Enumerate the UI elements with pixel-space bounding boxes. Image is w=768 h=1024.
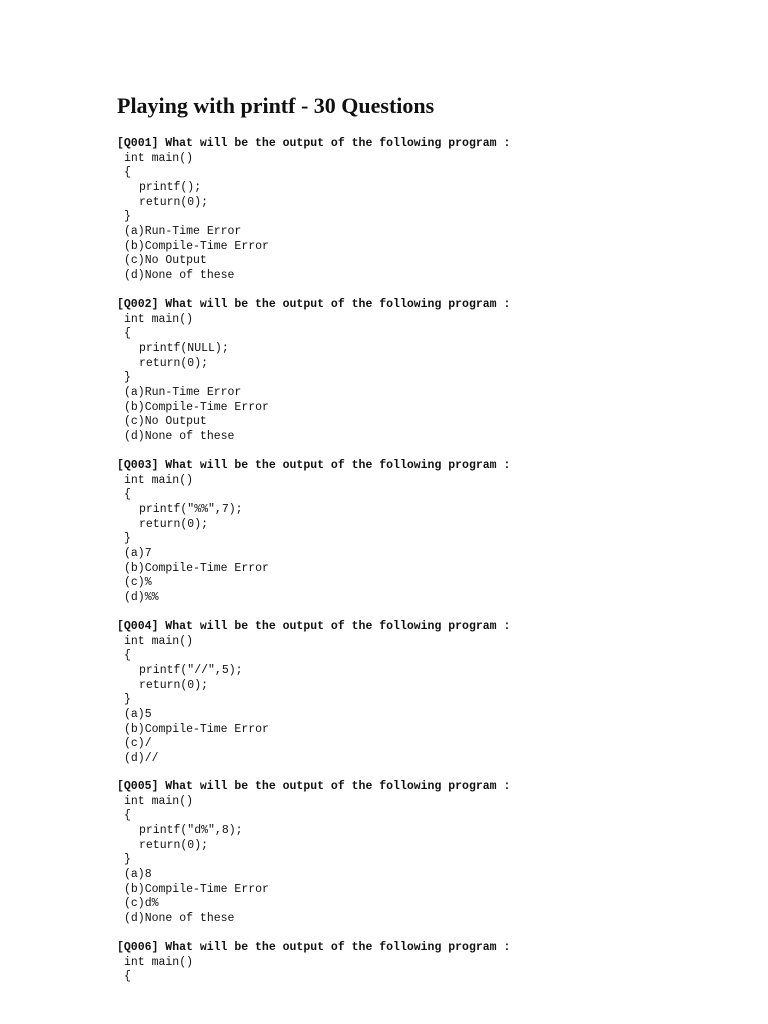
code-line: int main()	[124, 313, 194, 326]
answer-option: (a)Run-Time Error	[124, 225, 242, 238]
question-heading: [Q003] What will be the output of the following program :	[117, 459, 511, 472]
answer-option: (d)None of these	[124, 269, 235, 282]
answer-option: (b)Compile-Time Error	[124, 723, 269, 736]
page-title: Playing with printf - 30 Questions	[117, 93, 435, 118]
answer-option: (d)//	[124, 752, 159, 765]
answer-option: (b)Compile-Time Error	[124, 562, 269, 575]
code-line: printf();	[139, 181, 202, 194]
answer-option: (a)Run-Time Error	[124, 386, 242, 399]
code-line: {	[124, 809, 131, 822]
answer-option: (b)Compile-Time Error	[124, 883, 269, 896]
code-line: {	[124, 488, 131, 501]
code-line: int main()	[124, 152, 194, 165]
answer-option: (c)%	[124, 576, 152, 589]
code-line: return(0);	[139, 839, 209, 852]
code-line: {	[124, 970, 131, 983]
code-line: int main()	[124, 474, 194, 487]
code-line: }	[124, 853, 131, 866]
code-line: }	[124, 532, 131, 545]
code-line: return(0);	[139, 518, 209, 531]
code-line: {	[124, 649, 131, 662]
code-line: {	[124, 166, 131, 179]
code-line: printf(NULL);	[139, 342, 229, 355]
code-line: return(0);	[139, 357, 209, 370]
answer-option: (a)7	[124, 547, 152, 560]
question-heading: [Q002] What will be the output of the following program :	[117, 298, 511, 311]
question-heading: [Q004] What will be the output of the following program :	[117, 620, 511, 633]
question-heading: [Q001] What will be the output of the following program :	[117, 137, 511, 150]
answer-option: (c)d%	[124, 897, 159, 910]
answer-option: (a)8	[124, 868, 152, 881]
code-line: {	[124, 327, 131, 340]
code-line: }	[124, 210, 131, 223]
answer-option: (d)None of these	[124, 430, 235, 443]
code-line: printf("d%",8);	[139, 824, 243, 837]
answer-option: (d)None of these	[124, 912, 235, 925]
question-heading: [Q005] What will be the output of the following program :	[117, 780, 511, 793]
answer-option: (c)No Output	[124, 254, 207, 267]
answer-option: (b)Compile-Time Error	[124, 401, 269, 414]
code-line: printf("//",5);	[139, 664, 243, 677]
code-line: printf("%%",7);	[139, 503, 243, 516]
code-line: return(0);	[139, 679, 209, 692]
answer-option: (d)%%	[124, 591, 159, 604]
question-heading: [Q006] What will be the output of the following program :	[117, 941, 511, 954]
answer-option: (c)No Output	[124, 415, 207, 428]
code-line: }	[124, 371, 131, 384]
answer-option: (a)5	[124, 708, 152, 721]
code-line: return(0);	[139, 196, 209, 209]
answer-option: (b)Compile-Time Error	[124, 240, 269, 253]
code-line: int main()	[124, 795, 194, 808]
code-line: int main()	[124, 635, 194, 648]
code-line: int main()	[124, 956, 194, 969]
code-line: }	[124, 693, 131, 706]
answer-option: (c)/	[124, 737, 152, 750]
